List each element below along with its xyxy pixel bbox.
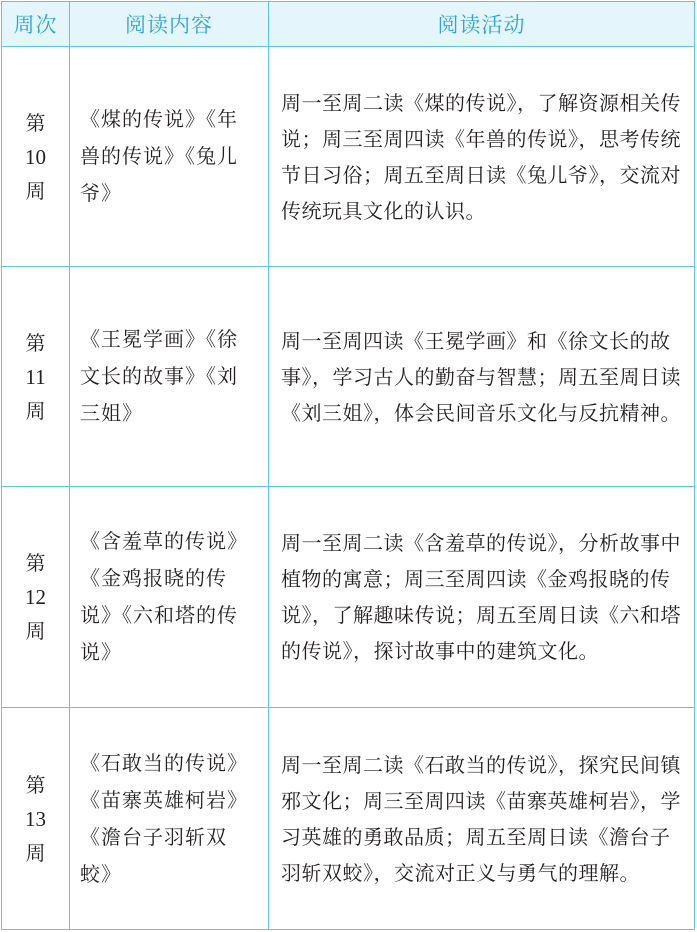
reading-plan-table [1,1,695,930]
activity-cell: 周一至周二读《石敢当的传说》，探究民间镇邪文化；周三至周四读《苗寨英雄柯岩》，学习英雄的勇敢品质；周五至周日读《澹台子羽斩双蛟》，交流对正义与勇气的理解。 [269,708,695,930]
week-cell [2,708,70,930]
week-prefix: 第 [25,772,46,797]
table-row [2,47,695,267]
header-content: 阅读内容 [70,2,269,47]
table-row [2,708,695,930]
content-cell: 《石敢当的传说》《苗寨英雄柯岩》《澹台子羽斩双蛟》 [70,708,269,930]
table-header [2,2,695,47]
table-row [2,487,695,708]
week-number: 11 [25,364,46,389]
content-cell: 《含羞草的传说》《金鸡报晓的传说》《六和塔的传说》 [70,487,269,708]
week-suffix: 周 [25,178,46,203]
activity-cell: 周一至周二读《煤的传说》，了解资源相关传说；周三至周四读《年兽的传说》，思考传统节日习俗；周五至周日读《兔儿爷》，交流对传统玩具文化的认识。 [269,47,695,267]
week-number: 12 [25,585,46,609]
week-number: 13 [25,806,46,831]
content-cell: 《王冕学画》《徐文长的故事》《刘三姐》 [70,267,269,487]
week-prefix: 第 [25,110,46,135]
activity-cell: 周一至周二读《含羞草的传说》，分析故事中植物的寓意；周三至周四读《金鸡报晓的传说》，了解趣味传说；周五至周日读《六和塔的传说》，探讨故事中的建筑文化。 [269,487,695,708]
week-number: 10 [25,144,46,169]
week-suffix: 周 [25,840,46,865]
table-body [2,47,695,930]
week-cell [2,47,70,267]
week-suffix: 周 [25,398,46,423]
week-prefix: 第 [25,330,46,355]
week-suffix: 周 [25,619,46,643]
header-activity: 阅读活动 [269,2,695,47]
week-cell [2,267,70,487]
week-prefix: 第 [25,551,46,575]
week-cell [2,487,70,708]
activity-cell: 周一至周四读《王冕学画》和《徐文长的故事》，学习古人的勤奋与智慧；周五至周日读《刘三姐》，体会民间音乐文化与反抗精神。 [269,267,695,487]
content-cell: 《煤的传说》《年兽的传说》《兔儿爷》 [70,47,269,267]
header-week: 周次 [2,2,70,47]
header-row [2,2,695,47]
table-row [2,267,695,487]
